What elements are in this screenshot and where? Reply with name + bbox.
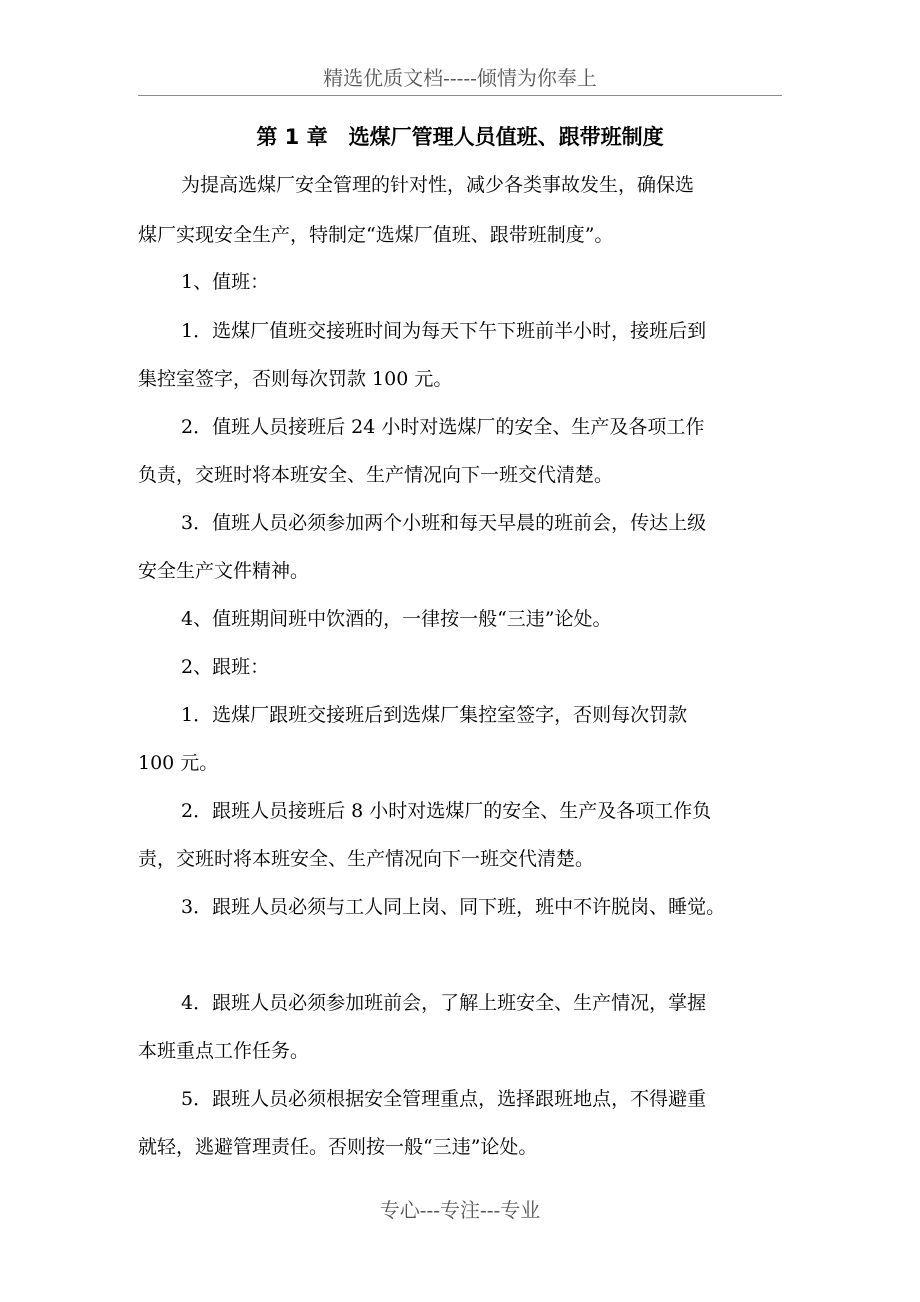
paragraph-line: 集控室签字，否则每次罚款 100 元。 — [138, 368, 453, 390]
paragraph-line: 本班重点工作任务。 — [138, 1040, 310, 1062]
section-heading-duty: 1、值班： — [181, 271, 270, 293]
paragraph-line: 3．值班人员必须参加两个小班和每天早晨的班前会，传达上级 — [181, 512, 707, 534]
paragraph-line: 为提高选煤厂安全管理的针对性，减少各类事故发生，确保选 — [181, 174, 695, 196]
paragraph-line: 负责，交班时将本班安全、生产情况向下一班交代清楚。 — [138, 464, 614, 486]
paragraph-line: 100 元。 — [138, 752, 219, 774]
paragraph-line: 2．值班人员接班后 24 小时对选煤厂的安全、生产及各项工作 — [181, 416, 705, 438]
paragraph-line: 4．跟班人员必须参加班前会，了解上班安全、生产情况，掌握 — [181, 992, 707, 1014]
section-heading-follow: 2、跟班： — [181, 656, 270, 678]
paragraph-line: 4、值班期间班中饮酒的，一律按一般“三违”论处。 — [181, 608, 612, 630]
page-footer: 专心---专注---专业 — [379, 1198, 541, 1222]
paragraph-line: 就轻，逃避管理责任。否则按一般“三违”论处。 — [138, 1136, 538, 1158]
paragraph-line: 1．选煤厂值班交接班时间为每天下午下班前半小时，接班后到 — [181, 320, 707, 342]
page-header: 精选优质文档-----倾情为你奉上 — [323, 66, 597, 90]
paragraph-line: 5．跟班人员必须根据安全管理重点，选择跟班地点，不得避重 — [181, 1088, 707, 1110]
paragraph-line: 安全生产文件精神。 — [138, 560, 310, 582]
paragraph-line: 1．选煤厂跟班交接班后到选煤厂集控室签字，否则每次罚款 — [181, 704, 688, 726]
paragraph-line: 3．跟班人员必须与工人同上岗、同下班，班中不许脱岗、睡觉。 — [181, 896, 726, 918]
paragraph-line: 煤厂实现安全生产，特制定“选煤厂值班、跟带班制度”。 — [138, 224, 614, 246]
document-title: 第 1 章 选煤厂管理人员值班、跟带班制度 — [256, 125, 664, 149]
header-divider — [138, 95, 782, 96]
paragraph-line: 2．跟班人员接班后 8 小时对选煤厂的安全、生产及各项工作负 — [181, 800, 712, 822]
paragraph-line: 责，交班时将本班安全、生产情况向下一班交代清楚。 — [138, 848, 595, 870]
